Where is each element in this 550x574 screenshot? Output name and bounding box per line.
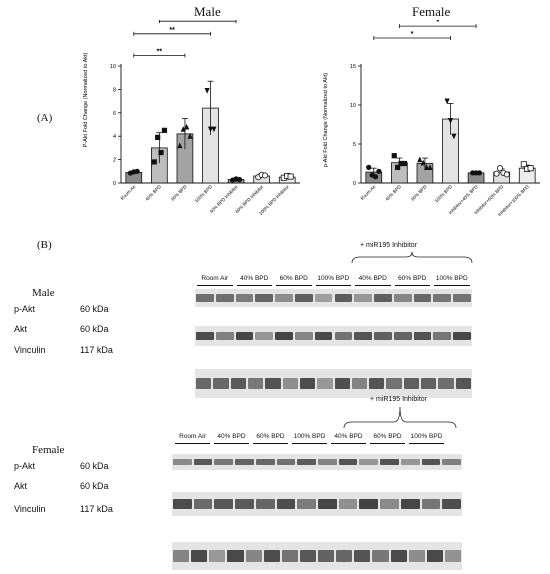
female-vinculin-band [318, 550, 334, 561]
female-akt-band [256, 499, 275, 509]
female-pakt-band [277, 459, 296, 465]
female-category-label: Inhibitor+40% BPD [447, 184, 479, 216]
male-lane-label: 100% BPD [435, 275, 468, 282]
male-y-axis-label: P-Akt Fold Change (Normalized to Akt) [83, 52, 89, 148]
female-y-tick-label: 0 [352, 181, 356, 187]
female-data-point [373, 174, 378, 179]
male-row-kda-akt: 60 kDa [80, 324, 109, 334]
female-y-tick-label: 10 [349, 103, 356, 109]
male-inhibitor-label: + miR195 Inhibitor [360, 242, 418, 249]
female-data-point [504, 172, 509, 177]
male-pakt-band [315, 294, 333, 301]
male-akt-band [255, 332, 273, 340]
female-lane-underline [370, 443, 405, 444]
male-category-label: 40% BPD Inhibitor [208, 184, 239, 215]
female-data-point [528, 166, 533, 171]
male-lane-label: 60% BPD [398, 275, 427, 282]
female-row-label-akt: Akt [14, 481, 28, 491]
male-data-point [262, 173, 267, 178]
female-akt-band [173, 499, 192, 509]
male-vinculin-band [421, 378, 436, 390]
male-y-tick-label: 6 [112, 110, 116, 117]
male-row-label-vinculin: Vinculin [14, 345, 46, 355]
male-vinculin-band [404, 378, 419, 390]
male-vinculin-band [231, 378, 246, 390]
male-pakt-band [255, 294, 273, 301]
male-row-kda-vinculin: 117 kDa [80, 345, 113, 355]
male-inhibitor-brace [350, 251, 475, 265]
male-lane-underline [237, 285, 273, 286]
male-category-label: 100% BPD Inhibitor [258, 184, 290, 217]
male-blot-title: Male [32, 287, 55, 299]
male-akt-strip [195, 326, 472, 346]
male-lane-label: 40% BPD [358, 275, 387, 282]
female-akt-band [401, 499, 420, 509]
male-lane-label: 100% BPD [317, 275, 350, 282]
female-vinculin-band [246, 550, 262, 561]
female-category-label: Room Air [359, 184, 377, 202]
female-vinculin-band [391, 550, 407, 561]
male-lane-underline [434, 285, 470, 286]
female-category-label: 100% BPD [433, 184, 454, 204]
female-row-kda-pakt: 60 kDa [80, 461, 109, 471]
male-pakt-band [374, 294, 392, 301]
male-akt-band [216, 332, 234, 340]
female-lane-underline [175, 443, 210, 444]
male-akt-band [295, 332, 313, 340]
male-vinculin-band [283, 378, 298, 390]
female-bar-chart [315, 20, 550, 235]
male-y-tick-label: 8 [112, 87, 116, 94]
female-row-label-pakt: p-Akt [14, 461, 36, 471]
male-significance-label: ** [169, 26, 175, 34]
female-pakt-band [380, 459, 399, 465]
male-akt-band [354, 332, 372, 340]
male-vinculin-band [248, 378, 263, 390]
female-category-label: 40% BPD [384, 184, 403, 202]
male-lane-label: Room Air [201, 275, 229, 282]
male-pakt-band [196, 294, 214, 301]
female-plot-area [350, 20, 540, 217]
male-vinculin-band [456, 378, 471, 390]
female-vinculin-band [409, 550, 425, 561]
male-lane-underline [276, 285, 312, 286]
female-vinculin-band [209, 550, 225, 561]
male-pakt-band [394, 294, 412, 301]
female-data-point [366, 165, 371, 170]
female-pakt-band [401, 459, 420, 465]
female-vinculin-band [445, 550, 461, 561]
male-lane-label: 60% BPD [279, 275, 308, 282]
female-vinculin-strip [172, 542, 462, 570]
male-pakt-strip [195, 289, 472, 307]
male-pakt-band [216, 294, 234, 301]
male-akt-band [335, 332, 353, 340]
male-y-tick-label: 2 [112, 157, 116, 164]
male-akt-band [394, 332, 412, 340]
female-category-label: 60% BPD [410, 184, 428, 202]
female-pakt-band [297, 459, 316, 465]
male-y-tick-label: 0 [112, 181, 116, 187]
male-data-point [152, 159, 157, 164]
male-pakt-band [453, 294, 471, 301]
female-akt-band [277, 499, 296, 509]
male-akt-band [453, 332, 471, 340]
male-pakt-band [295, 294, 313, 301]
female-inhibitor-brace [342, 404, 460, 430]
male-pakt-band [433, 294, 451, 301]
female-y-tick-label: 5 [352, 142, 356, 148]
female-lane-label: 40% BPD [217, 433, 246, 440]
male-lane-underline [355, 285, 391, 286]
male-vinculin-band [386, 378, 401, 390]
female-category-label: Inhibitor+100% BPD [497, 184, 530, 218]
female-vinculin-band [372, 550, 388, 561]
female-vinculin-band [282, 550, 298, 561]
female-lane-underline [253, 443, 288, 444]
female-lane-label: 60% BPD [373, 433, 402, 440]
male-akt-band [275, 332, 293, 340]
female-data-point [392, 153, 397, 158]
female-vinculin-band [227, 550, 243, 561]
female-vinculin-band [173, 550, 189, 561]
male-lane-underline [395, 285, 431, 286]
female-y-axis-label: p-Akt Fold Change (Normalized to Akt) [323, 72, 329, 168]
female-lane-label: 40% BPD [334, 433, 363, 440]
female-lane-label: 60% BPD [256, 433, 285, 440]
male-category-label: 60% BPD [170, 184, 188, 202]
female-data-point [417, 157, 422, 163]
male-lane-underline [197, 285, 233, 286]
male-pakt-band [236, 294, 254, 301]
male-data-point [205, 88, 210, 94]
male-lane-label: 40% BPD [240, 275, 269, 282]
male-vinculin-strip [195, 369, 472, 398]
female-pakt-band [318, 459, 337, 465]
female-significance-label: * [436, 20, 440, 27]
male-vinculin-band [352, 378, 367, 390]
male-akt-band [374, 332, 392, 340]
male-vinculin-band [196, 378, 211, 390]
male-pakt-band [414, 294, 432, 301]
male-data-point [135, 169, 140, 174]
female-pakt-band [256, 459, 275, 465]
female-akt-band [442, 499, 461, 509]
female-data-point [497, 166, 502, 171]
female-pakt-band [442, 459, 461, 465]
female-pakt-band [214, 459, 233, 465]
male-vinculin-band [265, 378, 280, 390]
female-akt-band [339, 499, 358, 509]
male-vinculin-band [369, 378, 384, 390]
female-akt-band [359, 499, 378, 509]
female-pakt-band [235, 459, 254, 465]
male-akt-band [196, 332, 214, 340]
male-category-label: 100% BPD [193, 184, 214, 204]
male-pakt-band [335, 294, 353, 301]
female-pakt-band [422, 459, 441, 465]
male-plot-area [110, 20, 300, 216]
female-pakt-strip [172, 454, 462, 470]
male-category-label: 40% BPD [144, 184, 163, 202]
female-lane-label: Room Air [179, 433, 206, 440]
male-y-tick-label: 10 [109, 64, 116, 70]
female-akt-band [297, 499, 316, 509]
female-vinculin-band [264, 550, 280, 561]
female-vinculin-band [354, 550, 370, 561]
male-pakt-band [275, 294, 293, 301]
female-lane-label: 100% BPD [293, 433, 326, 440]
female-akt-band [380, 499, 399, 509]
male-data-point [155, 135, 160, 140]
male-vinculin-band [213, 378, 228, 390]
female-pakt-band [339, 459, 358, 465]
male-y-tick-label: 4 [112, 134, 116, 141]
male-bar-chart [75, 20, 310, 235]
female-akt-band [235, 499, 254, 509]
female-y-tick-label: 15 [349, 64, 356, 70]
female-data-point [477, 170, 482, 175]
male-lane-underline [316, 285, 352, 286]
female-pakt-band [359, 459, 378, 465]
male-row-kda-pakt: 60 kDa [80, 304, 109, 314]
female-akt-strip [172, 492, 462, 516]
male-akt-band [236, 332, 254, 340]
panel-a-label: (A) [37, 112, 53, 124]
female-akt-band [318, 499, 337, 509]
male-category-label: Room Air [119, 184, 137, 202]
male-data-point [162, 128, 167, 133]
female-chart-title: Female [412, 4, 451, 19]
female-lane-underline [214, 443, 249, 444]
female-data-point [402, 161, 407, 166]
male-category-label: 60% BPD Inhibitor [234, 184, 265, 215]
female-pakt-band [173, 459, 192, 465]
female-akt-band [194, 499, 213, 509]
male-vinculin-band [335, 378, 350, 390]
male-vinculin-band [300, 378, 315, 390]
male-data-point [158, 150, 163, 155]
male-pakt-band [354, 294, 372, 301]
panel-b-label: (B) [37, 239, 52, 251]
female-vinculin-band [191, 550, 207, 561]
male-chart-title: Male [194, 4, 221, 19]
female-vinculin-band [427, 550, 443, 561]
female-lane-label: 100% BPD [410, 433, 443, 440]
male-akt-band [315, 332, 333, 340]
female-akt-band [214, 499, 233, 509]
male-vinculin-band [317, 378, 332, 390]
female-akt-band [422, 499, 441, 509]
male-significance-label [196, 20, 199, 21]
male-data-point [288, 174, 293, 179]
female-significance-label: * [410, 31, 414, 38]
female-lane-underline [292, 443, 327, 444]
male-data-point [237, 177, 242, 182]
male-vinculin-band [438, 378, 453, 390]
female-vinculin-band [336, 550, 352, 561]
female-lane-underline [331, 443, 366, 444]
male-row-label-pakt: p-Akt [14, 304, 36, 314]
female-row-kda-akt: 60 kDa [80, 481, 109, 491]
female-pakt-band [194, 459, 213, 465]
male-akt-band [414, 332, 432, 340]
female-row-label-vinculin: Vinculin [14, 504, 46, 514]
female-lane-underline [409, 443, 444, 444]
female-row-kda-vinculin: 117 kDa [80, 504, 113, 514]
female-blot-title: Female [32, 444, 65, 456]
female-data-point [376, 169, 381, 174]
female-data-point [494, 171, 499, 176]
female-category-label: Inhibitor+60% BPD [473, 184, 505, 216]
female-vinculin-band [300, 550, 316, 561]
male-significance-label: ** [156, 48, 163, 56]
male-row-label-akt: Akt [14, 324, 28, 334]
male-akt-band [433, 332, 451, 340]
female-inhibitor-label: + miR195 Inhibitor [370, 396, 428, 403]
